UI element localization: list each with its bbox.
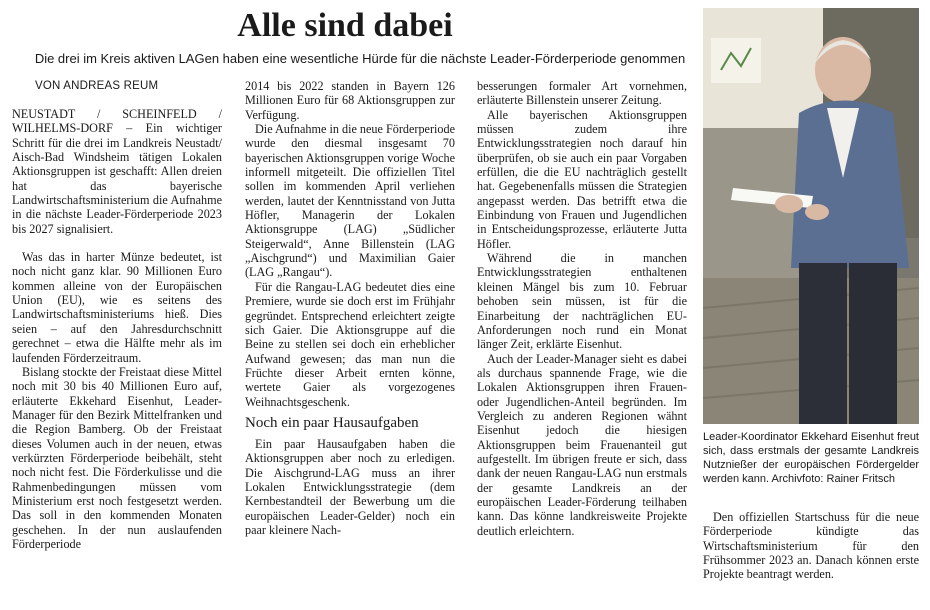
photo-illustration bbox=[703, 8, 919, 424]
paragraph: Was das in harter Münze bedeutet, ist noch nicht ganz klar. 90 Millionen Euro kommen alleine von der Europäischen Union (EU), wie es seitens des Landwirtschaftsministeriums hieß. Dies seien – auf den Jahresdurchschnitt gerechnet – etwa die Hälfte mehr als im laufenden Förderzeitraum. bbox=[12, 250, 222, 365]
byline: VON ANDREAS REUM bbox=[35, 80, 159, 92]
paragraph: Die Aufnahme in die neue Förderperiode wurde den diesmal insgesamt 70 bayerischen Aktionsgruppen vorige Woche informell mitgeteilt. Die offiziellen Titel sollen im kommenden April verliehen werden, lautet der Kenntnisstand von Jutta Höfler, Managerin der Lokalen Aktionsgruppe (LAG) „Südlicher Steigerwald“, Anne Billenstein (LAG „Aischgrund“) und Maximilian Gaier (LAG „Rangau“). bbox=[245, 122, 456, 280]
article-column-2 bbox=[245, 79, 455, 537]
paragraph: Auch der Leader-Manager sieht es dabei als durchaus spannende Frage, wie die Lokalen Aktionsgruppen ihren Frauen- oder Jugendlichen-Anteil begründen. Im Vergleich zu anderen Regionen wähnt Eisenhut jedoch die hiesigen Aktionsgruppen beim Frauenanteil gut aufgestellt. Im übrigen freute er sich, dass dank der neuen Rangau-LAG nun erstmals der gesamte Landkreis an der europäischen Leader-Förderung teilhaben kann. Das könne landkreisweite Projekte deutlich erleichtern. bbox=[477, 351, 687, 538]
paragraph: Während die in manchen Entwicklungsstrategien enthaltenen kleinen Mängel bis zum 10. Februar behoben sein müssen, ist für die Einarbeitung der nachträglichen EU-Anforderungen noch rund ein Monat länger Zeit, erklärte Eisenhut. bbox=[477, 251, 687, 352]
headline-text: Alle sind dabei bbox=[237, 7, 453, 44]
subheadline: Die drei im Kreis aktiven LAGen haben eine wesentliche Hürde für die nächste Leader-Förderperiode genommen bbox=[34, 51, 686, 66]
paragraph: besserungen formaler Art vornehmen, erläuterte Billenstein unserer Zeitung. bbox=[477, 79, 687, 108]
section-subheading: Noch ein paar Hausaufgaben bbox=[245, 414, 419, 431]
paragraph: NEUSTADT / SCHEINFELD / WILHELMS-DORF – Ein wichtiger Schritt für die drei im Landkreis Neustadt/ Aisch-Bad Windsheim tätigen Lokalen Aktionsgruppen ist geschafft: Allen dreien hat das bayerische Landwirtschaftsministerium die Aufnahme in die nächste Leader-Förderperiode 2023 bis 2027 signalisiert. bbox=[12, 107, 222, 236]
article-photo bbox=[703, 8, 919, 424]
caption-text: Leader-Koordinator Ekkehard Eisenhut freut sich, dass erstmals der gesamte Landkreis Nutznießer der europäischen Fördergelder werden kann. bbox=[703, 431, 919, 485]
photo-credit: Archivfoto: Rainer Fritsch bbox=[771, 473, 895, 485]
article-column-3 bbox=[477, 79, 687, 538]
paragraph: 2014 bis 2022 standen in Bayern 126 Millionen Euro für 68 Aktionsgruppen zur Verfügung. bbox=[245, 79, 455, 122]
paragraph: Für die Rangau-LAG bedeutet dies eine Premiere, wurde sie doch erst im Frühjahr gegründet. Entsprechend erleichtert zeigte sich Gaier. Die Aktionsgruppe auf die Beine zu stellen sei doch ein erheblicher Aufwand gewesen; das man nun die Früchte dieser Arbeit ernten könne, wertete Gaier als vorgezogenes Weihnachtsgeschenk. bbox=[245, 279, 455, 409]
article-column-1 bbox=[12, 107, 222, 551]
photo-caption bbox=[703, 430, 919, 486]
paragraph: Ein paar Hausaufgaben haben die Aktionsgruppen aber noch zu erledigen. Die Aischgrund-LAG muss an ihrer Lokalen Entwicklungsstrategie (dem Kernbestandteil der Bewerbung um die europäischen Leader-Gelder) noch ein paar kleinere Nach- bbox=[245, 436, 455, 537]
paragraph: Bislang stockte der Freistaat diese Mittel noch mit 30 bis 40 Millionen Euro auf, erläuterte Ekkehard Eisenhut, Leader-Manager für den Bezirk Mittelfranken und die Region Bamberg. Ob der Freistaat dieses Volumen auch in der neuen, etwas verkürzten Förderperiode beibehält, steht noch nicht fest. Die Förderkulisse und die Rahmenbedingungen müssen vom Ministerium erst noch festgesetzt werden. Das soll in den kommenden Monaten geschehen. In der nun auslaufenden Förderperiode bbox=[12, 364, 222, 551]
paragraph: Alle bayerischen Aktionsgruppen müssen zudem ihre Entwicklungsstrategien noch darauf hin überprüfen, ob sie auch ein paar Vorgaben erfüllen, die die EU nachträglich gestellt hat. Gegebenenfalls müssen die Strategien angepasst werden. Das betrifft etwa die Einbindung von Frauen und Jugendlichen in Entscheidungsprozesse, erläuterte Jutta Höfler. bbox=[477, 107, 687, 251]
paragraph: Den offiziellen Startschuss für die neue Förderperiode kündigte das Wirtschaftsministerium für den Frühsommer 2023 an. Danach können erste Projekte beantragt werden. bbox=[703, 510, 919, 582]
article-column-4 bbox=[703, 510, 919, 582]
